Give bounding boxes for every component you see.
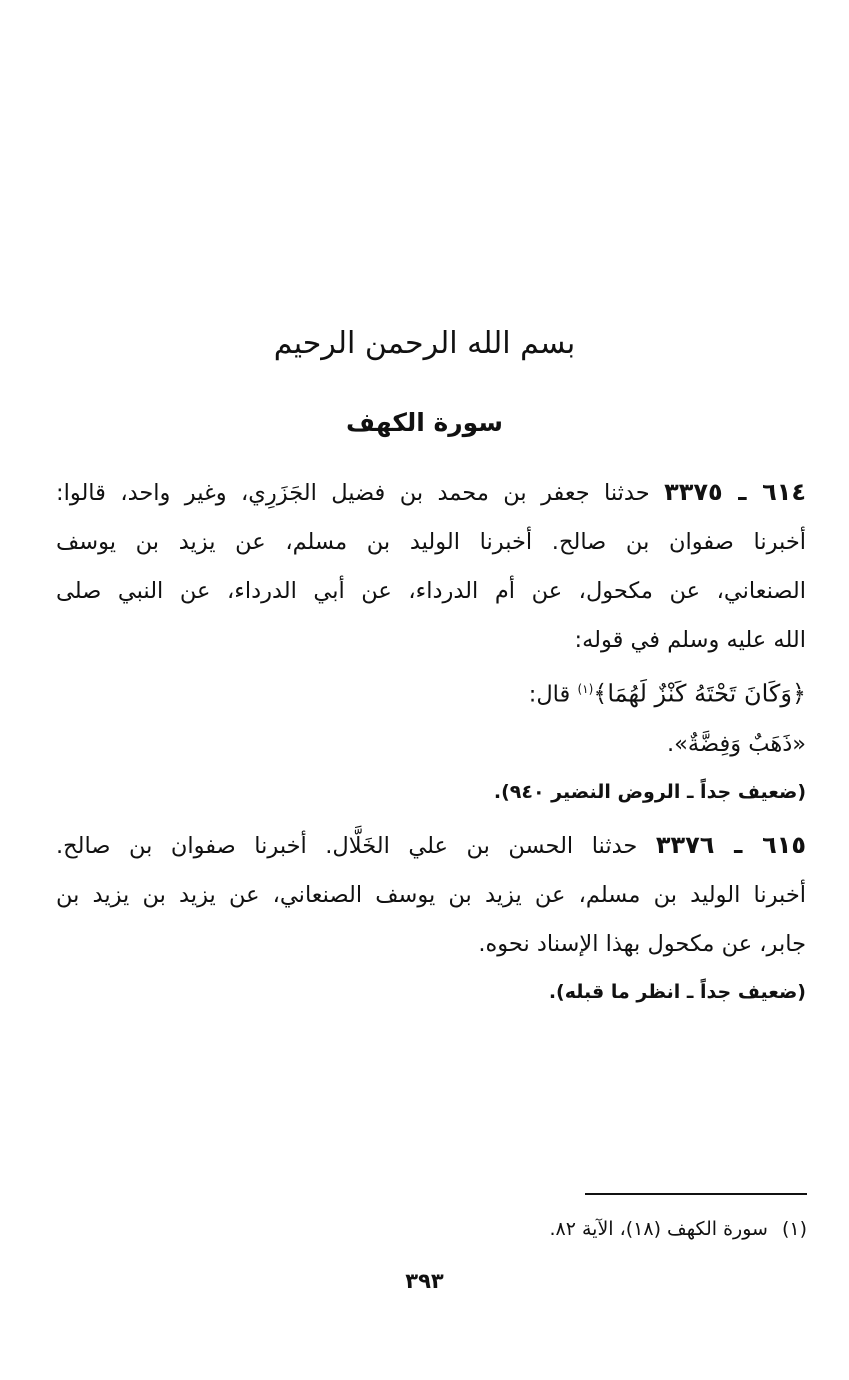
hadith-line: أخبرنا الوليد بن مسلم، عن يزيد بن يوسف الصنعاني، عن يزيد بن يزيد بن [56, 882, 806, 908]
hadith-text: حدثنا جعفر بن محمد بن فضيل الجَزَرِي، وغير واحد، قالوا: [56, 480, 650, 506]
quran-verse: ﴿وَكَانَ تَحْتَهُ كَنْزٌ لَهُمَا﴾ [593, 679, 806, 708]
hadith-line [56, 468, 806, 518]
hadith-line: الله عليه وسلم في قوله: [574, 627, 806, 653]
hadith-line [56, 821, 806, 871]
footnote [87, 1214, 807, 1244]
hadith-answer: «ذَهَبٌ وَفِضَّةٌ». [666, 730, 806, 757]
page-number: ٣٩٣ [405, 1269, 444, 1293]
hadith-grade: (ضعيف جداً ـ الروض النضير ٩٤٠). [493, 780, 806, 803]
hadith-614 [56, 468, 806, 809]
hadith-line: جابر، عن مكحول بهذا الإسناد نحوه. [478, 931, 806, 957]
hadith-grade: (ضعيف جداً ـ انظر ما قبله). [548, 981, 806, 1003]
hadith-number: ٦١٤ ـ ٣٣٧٥ [664, 478, 807, 506]
basmala-heading: بسم الله الرحمن الرحيم [273, 326, 576, 361]
hadith-615 [56, 821, 806, 1009]
verse-continuation: قال: [528, 681, 571, 708]
hadith-line: أخبرنا صفوان بن صالح. أخبرنا الوليد بن مسلم، عن يزيد بن يوسف [56, 529, 806, 555]
surah-title: سورة الكهف [346, 408, 503, 437]
hadith-number: ٦١٥ ـ ٣٣٧٦ [655, 831, 807, 859]
footnote-mark: (١) [781, 1218, 807, 1240]
footnote-text: سورة الكهف (١٨)، الآية ٨٢. [549, 1218, 768, 1240]
hadith-text: حدثنا الحسن بن علي الخَلَّال. أخبرنا صفوان بن صالح. [56, 833, 638, 859]
quran-verse-line [56, 665, 806, 720]
footnote-divider [585, 1193, 807, 1195]
hadith-line: الصنعاني، عن مكحول، عن أم الدرداء، عن أبي الدرداء، عن النبي صلى [56, 578, 806, 604]
footnote-reference[interactable]: (١) [577, 682, 594, 696]
